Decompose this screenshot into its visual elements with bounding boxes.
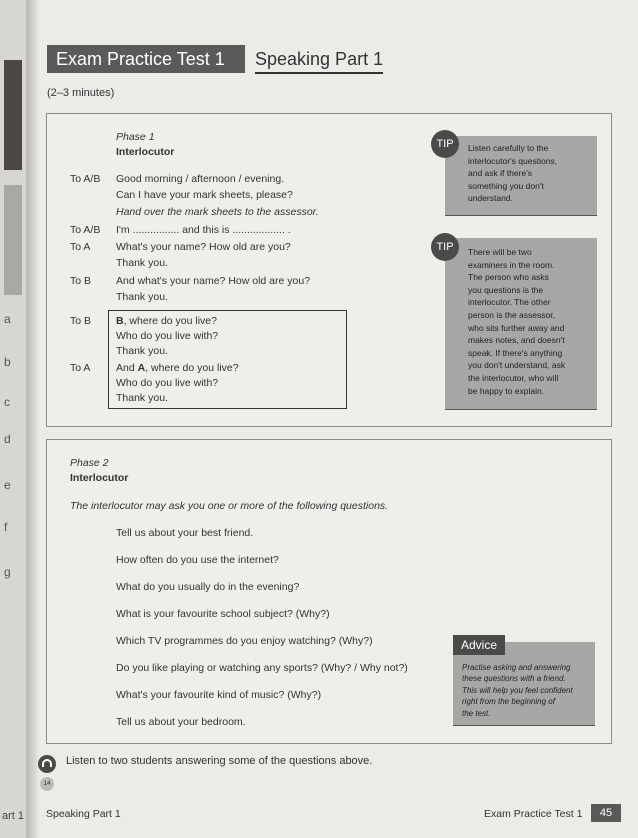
script-line: Thank you. [116,257,168,269]
advice-line: This will help you feel confident [462,685,573,695]
question-item: Do you like playing or watching any sports? (Why? / Why not?) [116,662,408,674]
script-line: Who do you live with? [116,330,219,342]
phase2-role: Interlocutor [70,472,129,484]
listening-instruction: Listen to two students answering some of the questions above. [66,755,373,767]
tip-line: be happy to explain. [468,385,545,396]
speaker-label: To B [70,315,92,327]
footer-section-title: Speaking Part 1 [46,808,121,820]
question-item: What's your favourite kind of music? (Why?) [116,689,322,701]
script-line [116,315,217,329]
previous-page-footer: art 1 [2,810,25,822]
question-item: What is your favourite school subject? (Why?) [116,608,330,620]
tip-line: the interlocutor, who will [468,372,559,383]
student-a-name: A [137,362,146,374]
script-text: , where do you live? [145,362,239,374]
tip-panel [445,238,597,410]
stage-direction: Hand over the mark sheets to the assessor. [116,206,319,218]
speaker-label: To A [70,362,91,374]
tip-line: who sits further away and [468,322,565,333]
margin-letter-e: e [4,478,11,492]
script-line: I'm ................ and this is .................. . [116,224,291,236]
tip-line: examiners in the room. [468,259,555,270]
test-title: Exam Practice Test 1 [47,45,245,73]
tip-line: you don't understand, ask [468,360,566,371]
script-line: Who do you live with? [116,377,219,389]
advice-line: the test. [462,708,491,718]
script-line: What's your name? How old are you? [116,241,291,253]
margin-letter-f: f [4,520,8,534]
phase1-role: Interlocutor [116,146,175,158]
margin-letter-d: d [4,432,11,446]
script-line: Can I have your mark sheets, please? [116,189,293,201]
speaker-label: To A/B [70,224,101,236]
tip-badge: TIP [431,130,459,158]
script-line: Thank you. [116,392,168,404]
tip-line: Listen carefully to the [468,143,549,153]
question-item: How often do you use the internet? [116,554,279,566]
margin-letter-c: c [4,395,10,409]
phase1-label: Phase 1 [116,131,155,143]
speaker-label: To A [70,241,91,253]
tip-line: The person who asks [468,272,549,283]
script-line [116,362,239,376]
tip-line: you questions is the [468,284,544,295]
tip-badge: TIP [431,233,459,261]
phase2-label: Phase 2 [70,457,109,469]
tip-panel [445,136,597,216]
script-line: And what's your name? How old are you? [116,275,311,287]
margin-letter-g: g [4,565,11,579]
tip-line: understand. [468,193,513,204]
duration-label: (2–3 minutes) [47,87,115,99]
tip-line: speak. If there's anything [468,347,563,358]
previous-page-edge [0,0,26,838]
tip-line: and ask if there's [468,168,532,179]
advice-badge: Advice [453,635,505,655]
speaker-label: To A/B [70,173,101,185]
previous-page-photo [4,60,22,170]
student-b-name: B [116,315,124,327]
previous-page-panel [4,185,22,295]
tip-line: person is the assessor, [468,309,555,320]
question-item: Tell us about your best friend. [116,527,254,539]
headphones-icon [38,755,56,773]
advice-line: Practise asking and answering [462,663,571,672]
script-text: And [116,362,138,374]
tip-line: There will be two [468,247,532,257]
tip-line: interlocutor's questions, [468,155,558,166]
script-line: Thank you. [116,291,168,303]
question-item: Which TV programmes do you enjoy watching? (Why?) [116,635,373,647]
script-line: Good morning / afternoon / evening. [116,173,285,185]
script-text: , where do you live? [123,315,217,327]
question-item: What do you usually do in the evening? [116,581,300,593]
phase2-instruction: The interlocutor may ask you one or more of the following questions. [70,500,389,512]
speaker-label: To B [70,275,92,287]
margin-letter-a: a [4,312,11,326]
question-item: Tell us about your bedroom. [116,716,246,728]
footer-test-title: Exam Practice Test 1 [484,808,583,820]
advice-line: these questions with a friend. [462,674,566,684]
page-number: 45 [591,804,621,822]
tip-line: interlocutor. The other [468,297,551,308]
part-title: Speaking Part 1 [255,46,383,74]
advice-line: right from the beginning of [462,697,555,707]
tip-line: makes notes, and doesn't [468,335,565,346]
script-line: Thank you. [116,345,168,357]
margin-letter-b: b [4,355,11,369]
tip-line: something you don't [468,180,544,191]
audio-track-number: 14 [40,777,54,791]
book-spine [26,0,40,838]
